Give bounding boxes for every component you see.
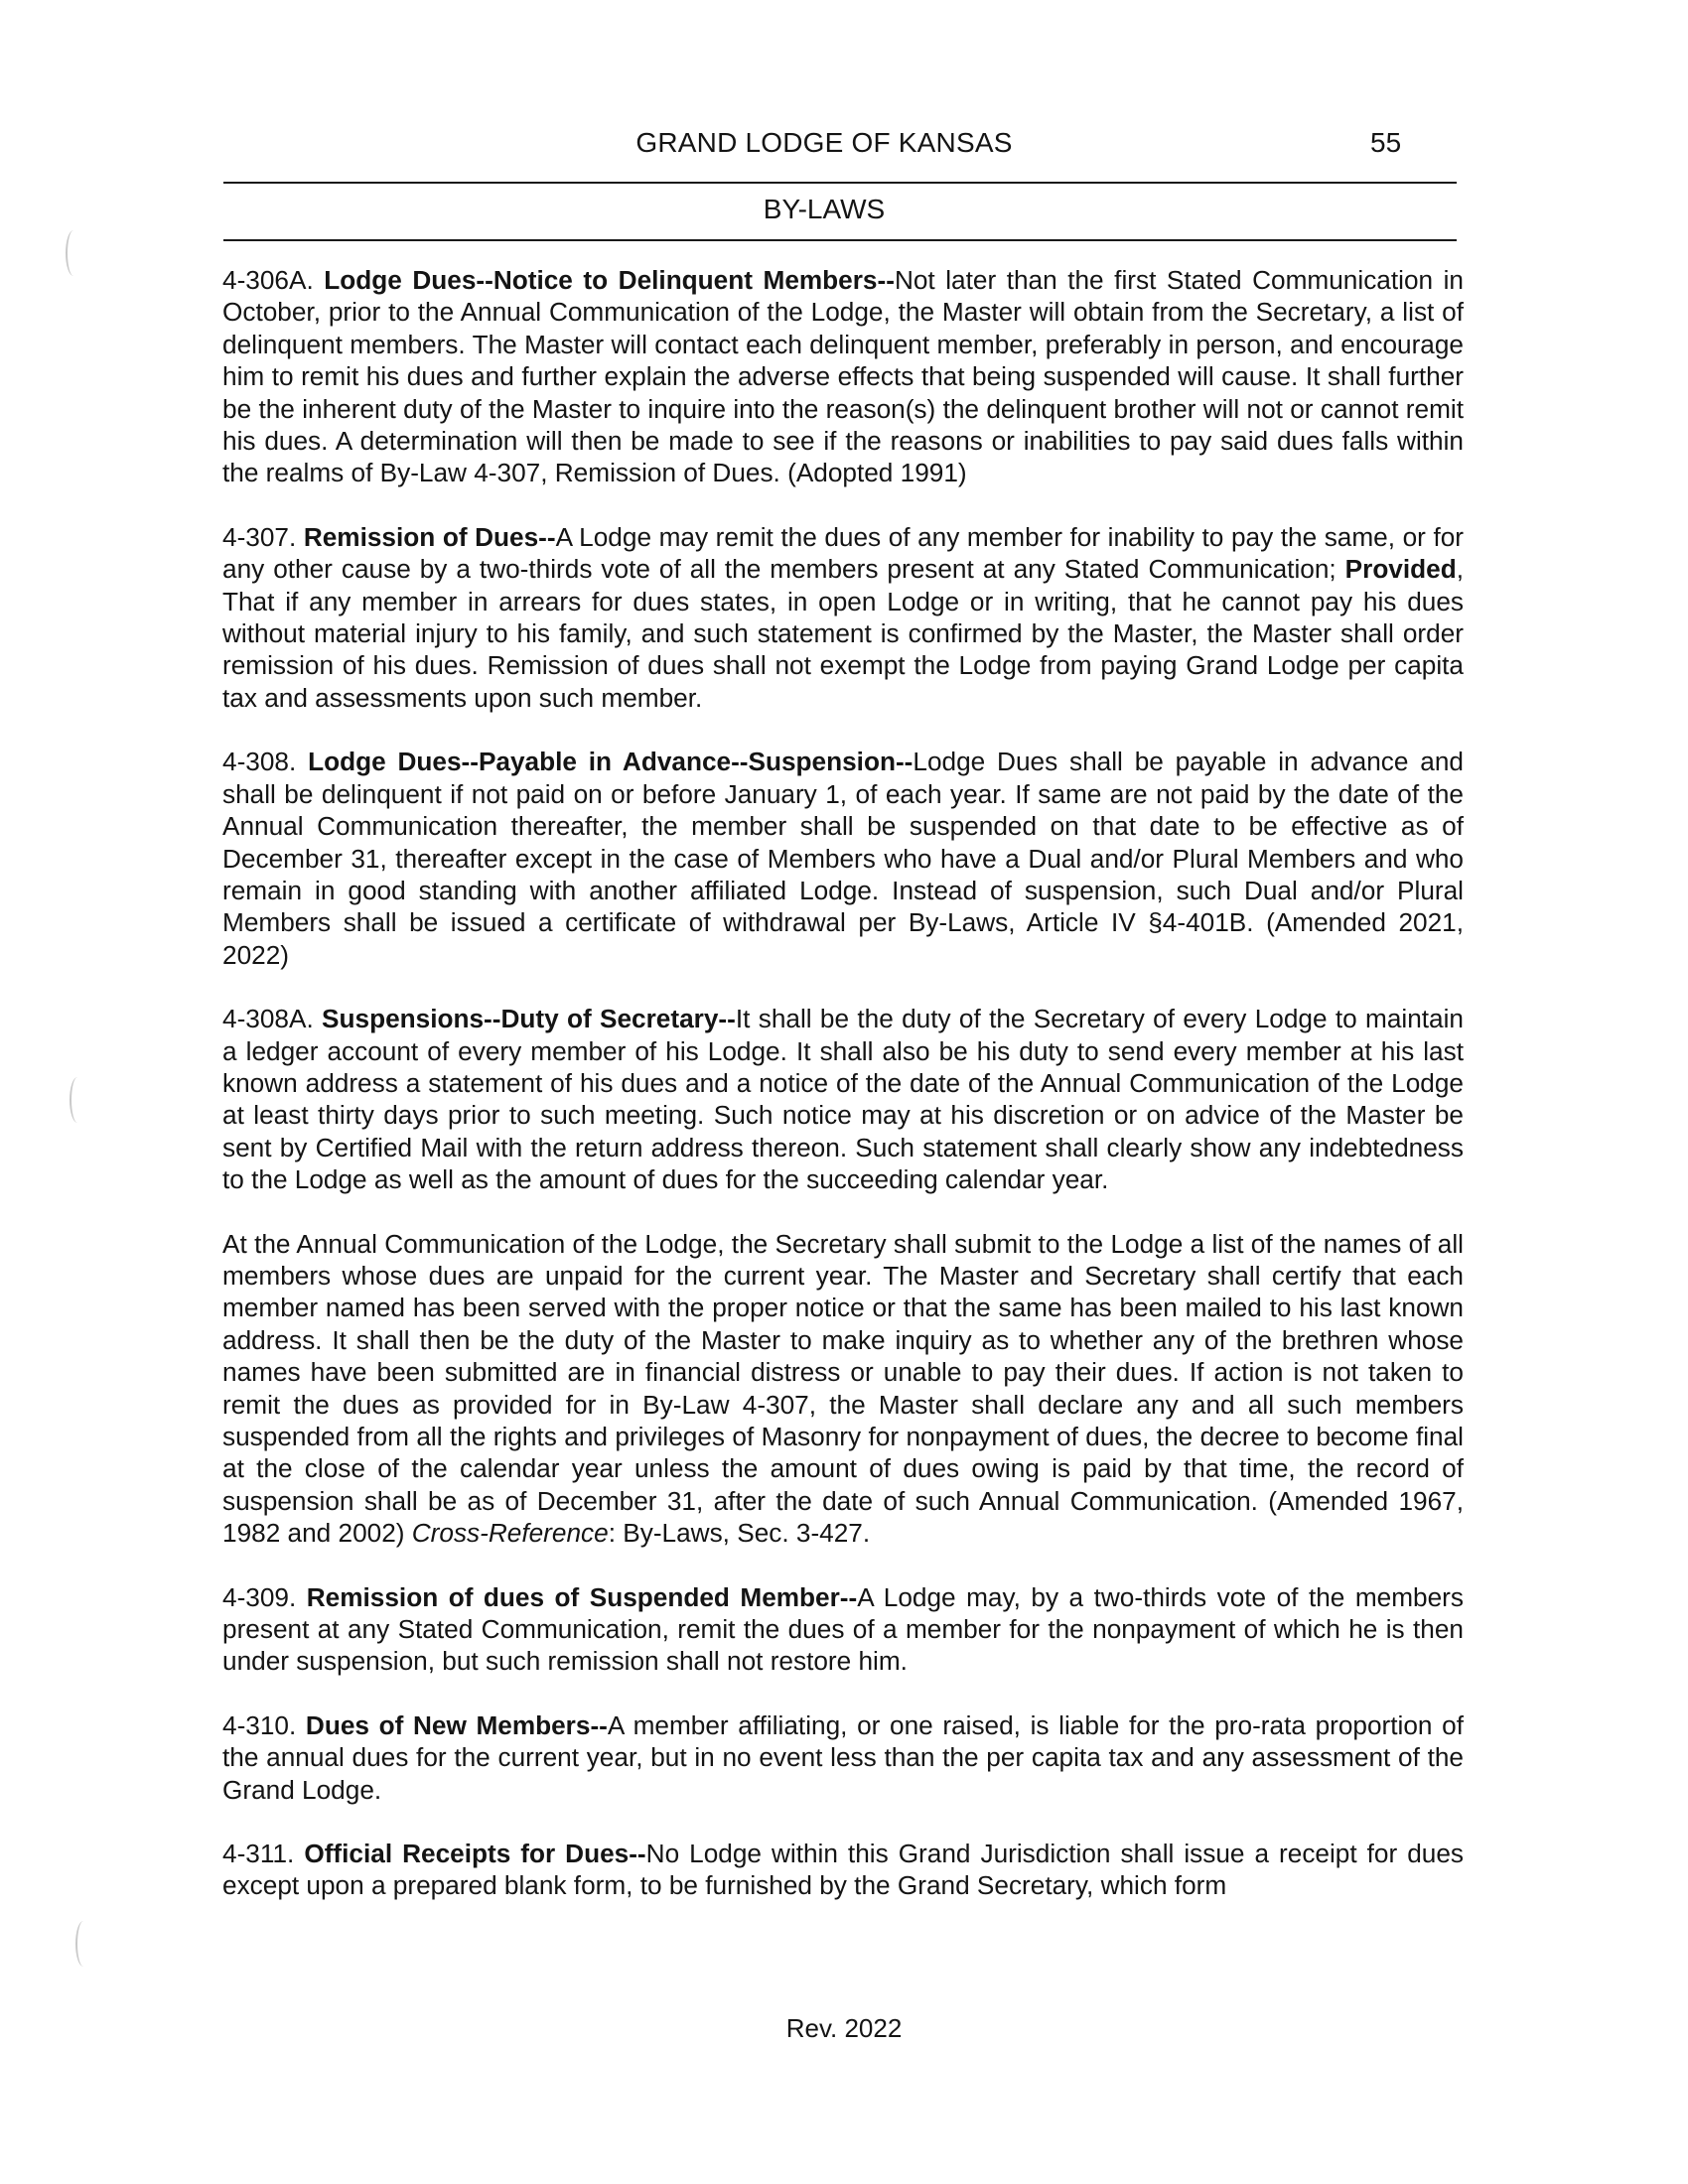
bylaw-provided-term: Provided xyxy=(1344,554,1457,585)
page-footer-revision: Rev. 2022 xyxy=(785,2013,903,2043)
bylaw-4-309 xyxy=(222,1581,1464,1678)
bylaw-4-308a xyxy=(222,1003,1464,1195)
bylaw-heading: Dues of New Members-- xyxy=(305,1709,608,1740)
bylaw-4-308 xyxy=(222,746,1464,971)
bylaw-number: 4-310. xyxy=(222,1709,306,1740)
bylaw-text: Lodge Dues shall be payable in advance and shall be delinquent if not paid on or before January 1, of each year. If same are not paid by the date of the Annual Communication thereafter, the member shall be suspended on that date to be effective as of December 31, thereafter except in the case of Members who have a Dual and/or Plural Members and who remain in good standing with another affiliated Lodge. Instead of suspension, such Dual and/or Plural Members shall be issued a certificate of withdrawal per By-Laws, Article IV §4-401B. (Amended 2021, 2022) xyxy=(222,747,1464,970)
header-rule-bottom xyxy=(223,239,1457,241)
bylaw-heading: Remission of Dues-- xyxy=(303,521,556,552)
bylaws-body xyxy=(222,264,1464,1934)
bylaw-text: A Lodge may remit the dues of any member for inability to pay the same, or for any other cause by a two-thirds vote of all the members present at any Stated Communication; xyxy=(222,521,1464,585)
bylaw-heading: Suspensions--Duty of Secretary-- xyxy=(322,1004,736,1034)
bylaw-text: A Lodge may, by a two-thirds vote of the members present at any Stated Communication, remit the dues of a member for the nonpayment of which he is then under suspension, but such remission shall not restore him. xyxy=(222,1581,1464,1677)
bylaw-heading: Official Receipts for Dues-- xyxy=(304,1839,646,1869)
bylaw-text: At the Annual Communication of the Lodge, the Secretary shall submit to the Lodge a list of the names of all members whose dues are unpaid for the current year. The Master and Secretary shall certify that each member named has been served with the proper notice or that the same has been mailed to his last known address. It shall then be the duty of the Master to make inquiry as to whether any of the brethren whose names have been submitted are in financial distress or unable to pay their dues. If action is not taken to remit the dues as provided for in By-Law 4-307, the Master shall declare any and all such members suspended from all the rights and privileges of Masonry for nonpayment of dues, the decree to become final at the close of the calendar year unless the amount of dues owing is paid by that time, the record of suspension shall be as of December 31, after the date of such Annual Communication. (Amended 1967, 1982 and 2002) xyxy=(222,1228,1464,1549)
page-number: 55 xyxy=(1370,127,1402,158)
bylaw-text: It shall be the duty of the Secretary of every Lodge to maintain a ledger account of every member of his Lodge. It shall also be his duty to send every member at his last known address a statement of his dues and a notice of the date of the Annual Communication of the Lodge at least thirty days prior to such meeting. Such notice may at his discretion or on advice of the Master be sent by Certified Mail with the return address thereon. Such statement shall clearly show any indebtedness to the Lodge as well as the amount of dues for the succeeding calendar year. xyxy=(222,1004,1464,1195)
page-header-title: GRAND LODGE OF KANSAS xyxy=(635,127,1013,158)
cross-reference-label: Cross-Reference xyxy=(411,1518,609,1549)
binding-hole-mark xyxy=(66,230,81,276)
bylaw-number: 4-306A. xyxy=(222,265,325,295)
section-title: BY-LAWS xyxy=(763,194,886,224)
bylaw-4-310 xyxy=(222,1709,1464,1806)
bylaw-text-continued: : By-Laws, Sec. 3-427. xyxy=(608,1518,871,1549)
bylaw-heading: Remission of dues of Suspended Member-- xyxy=(306,1581,858,1612)
bylaw-number: 4-307. xyxy=(222,521,304,552)
bylaw-heading: Lodge Dues--Payable in Advance--Suspension-- xyxy=(308,747,914,777)
header-rule-top xyxy=(223,182,1457,184)
bylaw-number: 4-311. xyxy=(222,1839,305,1869)
bylaw-heading: Lodge Dues--Notice to Delinquent Members-- xyxy=(324,265,895,295)
bylaw-text: A member affiliating, or one raised, is liable for the pro-rata proportion of the annual dues for the current year, but in no event less than the per capita tax and any assessment of the Grand Lodge. xyxy=(222,1709,1464,1805)
bylaw-text-continued: , That if any member in arrears for dues states, in open Lodge or in writing, that he cannot pay his dues without material injury to his family, and such statement is confirmed by the Master, the Master shall order remission of his dues. Remission of dues shall not exempt the Lodge from paying Grand Lodge per capita tax and assessments upon such member. xyxy=(222,554,1464,713)
bylaw-number: 4-308A. xyxy=(222,1004,323,1034)
bylaw-4-306a xyxy=(222,264,1464,489)
bylaw-4-311 xyxy=(222,1838,1464,1902)
bylaw-text: No Lodge within this Grand Jurisdiction shall issue a receipt for dues except upon a prepared blank form, to be furnished by the Grand Secretary, which form xyxy=(222,1839,1465,1901)
bylaw-number: 4-308. xyxy=(222,747,309,777)
bylaw-4-307 xyxy=(222,521,1464,714)
binding-hole-mark xyxy=(75,1921,91,1967)
bylaw-text: Not later than the first Stated Communication in October, prior to the Annual Communication of the Lodge, the Master will obtain from the Secretary, a list of delinquent members. The Master will contact each delinquent member, preferably in person, and encourage him to remit his dues and further explain the adverse effects that being suspended will cause. It shall further be the inherent duty of the Master to inquire into the reason(s) the delinquent brother will not or cannot remit his dues. A determination will then be made to see if the reasons or inabilities to pay said dues falls within the realms of By-Law 4-307, Remission of Dues. (Adopted 1991) xyxy=(222,265,1464,488)
bylaw-number: 4-309. xyxy=(222,1581,307,1612)
binding-hole-mark xyxy=(70,1077,85,1123)
bylaw-4-308a-continued xyxy=(222,1228,1464,1550)
